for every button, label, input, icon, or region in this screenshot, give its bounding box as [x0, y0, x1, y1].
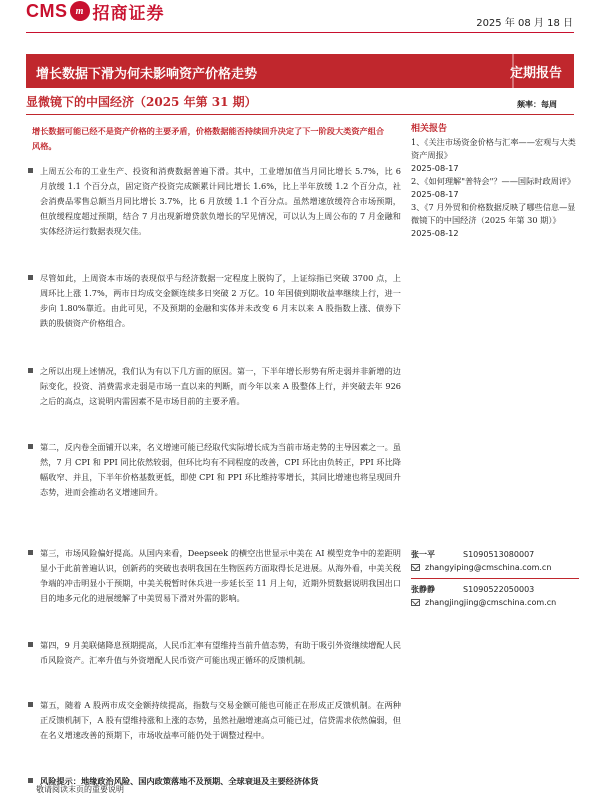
analyst-info [411, 548, 579, 613]
related-report-3-date: 2025-08-12 [411, 228, 459, 238]
report-title: 增长数据下滑为何未影响资产价格走势 [36, 67, 258, 82]
risk-warning: 风险提示：地缘政治风险、国内政策落地不及预期、全球衰退及主要经济体货 [26, 774, 401, 789]
related-reports-title: 相关报告 [411, 124, 448, 134]
footer-disclaimer: 敬请阅读末页的重要说明 [36, 785, 124, 794]
bullet-icon [28, 368, 33, 373]
analyst-cert: S1090522050003 [463, 585, 535, 594]
title-bar [26, 54, 574, 88]
logo-chinese: 招商证券 [92, 3, 165, 24]
logo-mark-icon: m [70, 1, 90, 21]
logo-latin: CMS [26, 0, 68, 21]
analyst-2 [411, 583, 579, 609]
analyst-name: 张一平 [411, 550, 435, 559]
bullet-icon [28, 778, 33, 783]
bullet-icon [28, 444, 33, 449]
bullet-icon [28, 642, 33, 647]
report-category: 定期报告 [509, 66, 562, 81]
related-report-1[interactable]: 1、《关注市场资金价格与汇率——宏观与大类资产周报》 [411, 137, 576, 160]
paragraph-4: 第二，反内卷全面铺开以来，名义增速可能已经取代实际增长成为当前市场走势的主导因素之一。虽然，7 月 CPI 和 PPI 同比依然较弱，但环比均有不同程度的改善，CPI 环比由负转正，PPI 环比降幅收窄、并且，下半年价格基数更低，即使 CPI 和 PPI 环比维持零增长，其同比增速也将呈现回升态势，进而会推动名义增速回升。 [26, 440, 401, 546]
company-logo [26, 0, 165, 22]
bullet-icon [28, 702, 33, 707]
analyst-1 [411, 548, 579, 574]
report-date: 2025 年 08 月 18 日 [476, 18, 573, 29]
bullet-icon [28, 168, 33, 173]
bullet-icon [28, 550, 33, 555]
related-report-1-date: 2025-08-17 [411, 163, 459, 173]
paragraph-6: 第四，9 月美联储降息预期提高，人民币汇率有望维持当前升值态势，有助于吸引外资继续增配人民币风险资产。汇率升值与外资增配人民币资产可能出现正循环的反馈机制。 [26, 638, 401, 698]
bullet-icon [28, 275, 33, 280]
analyst-cert: S1090513080007 [463, 550, 535, 559]
related-reports [411, 121, 579, 240]
paragraph-1: 上周五公布的工业生产、投资和消费数据普遍下滑。其中，工业增加值当月同比增长 5.7%，比 6 月放缓 1.1 个百分点，固定资产投资完成额累计同比增长 1.6%，比上半年放缓 1.2 个百分点，社会消费品零售总额当月同比增长 3.7%，比 6 月放缓 1.1 个百分点。虽然增速放缓符合市场预期，但放缓程度超过预期，结合 7 月出现新增贷款负增长的罕见情况，可以认为上周公布的 7 月金融和实体经济运行数据表现欠佳。 [26, 164, 401, 271]
abstract: 增长数据可能已经不是资产价格的主要矛盾，价格数据能否持续回升决定了下一阶段大类资产组合风格。 [32, 126, 385, 151]
subtitle-divider [26, 114, 574, 115]
related-report-3[interactable]: 3、《7 月外贸和价格数据反映了哪些信息—显微镜下的中国经济（2025 年第 30 期）》 [411, 202, 576, 225]
paragraph-5: 第三，市场风险偏好提高。从国内来看，Deepseek 的横空出世显示中美在 AI 模型竞争中的差距明显小于此前普遍认识，创新药的突破也表明我国在生物医药方面取得长足进展。从海外看，中美关税争端的冲击明显小于预期，中美关税暂时休兵进一步延长至 11 月上旬，近期外贸数据说明我国出口目的地多元化的进展缓解了中美贸易下滑对外需的影响。 [26, 546, 401, 638]
mail-icon [411, 599, 420, 606]
mail-icon [411, 564, 420, 571]
analyst-email[interactable]: zhangjingjing@cmschina.com.cn [425, 598, 557, 607]
analyst-name: 张静静 [411, 585, 435, 594]
related-report-2-date: 2025-08-17 [411, 189, 459, 199]
related-report-2[interactable]: 2、《如何理解"普特会"？——国际时政周评》 [411, 176, 576, 186]
paragraph-2: 尽管如此，上周资本市场的表现似乎与经济数据一定程度上脱钩了，上证综指已突破 3700 点，上周环比上涨 1.7%，两市日均成交金额连续多日突破 2 万亿。10 年国债到期收益率继续上行，进一步向 1.80%靠近。由此可见，不及预期的金融和实体并未改变 6 月末以来 A 股指数上涨、债券下跌的股债资产价格组合。 [26, 271, 401, 364]
analyst-email[interactable]: zhangyiping@cmschina.com.cn [425, 563, 552, 572]
main-content [26, 164, 401, 789]
report-subtitle: 显微镜下的中国经济（2025 年第 31 期） [26, 95, 257, 109]
report-frequency: 频率：每周 [517, 100, 557, 109]
page-header [0, 0, 600, 32]
header-divider [26, 32, 574, 33]
analyst-divider [411, 578, 579, 579]
paragraph-7: 第五，随着 A 股两市成交金额持续提高，指数与交易金额可能也可能正在形成正反馈机制。在两种正反馈机制下，A 股有望维持涨和上涨的态势，虽然社融增速高点可能已过，信贷需求依然偏弱，但在名义增速改善的预期下，市场收益率可能仍处于调整过程中。 [26, 698, 401, 774]
paragraph-3: 之所以出现上述情况，我们认为有以下几方面的原因。第一，下半年增长形势有所走弱并非新增的边际变化，投资、消费需求走弱是市场一直以来的判断，而今年以来 A 股整体上行，并突破去年 926 之后的高点，这说明内需因素不是市场目前的主要矛盾。 [26, 364, 401, 440]
